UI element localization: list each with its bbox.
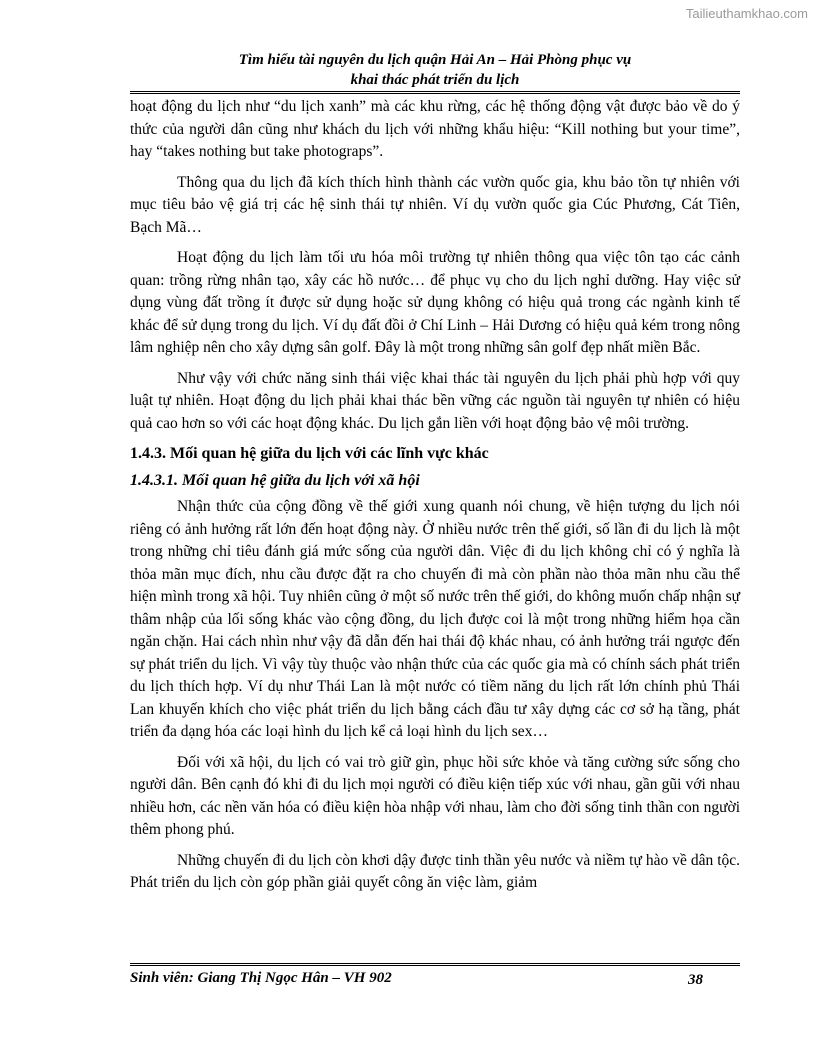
paragraph: Đối với xã hội, du lịch có vai trò giữ gìn, phục hồi sức khỏe và tăng cường sức sống cho người dân. Bên cạnh đó khi đi du lịch mọi người có điều kiện tiếp xúc với nhau, gần gũi với nhau nhiều hơn, các nền văn hóa có điều kiện hòa nhập với nhau, làm cho đời sống tinh thần con người thêm phong phú. — [130, 753, 740, 838]
footer-author: Sinh viên: Giang Thị Ngọc Hân – VH 902 — [130, 970, 392, 986]
subsection-heading: 1.4.3.1. Mối quan hệ giữa du lịch với xã hội — [130, 471, 420, 489]
paragraph: Những chuyến đi du lịch còn khơi dậy được tinh thần yêu nước và niềm tự hào về dân tộc. Phát triển du lịch còn góp phần giải quyết công ăn việc làm, giảm — [130, 851, 740, 891]
watermark: Tailieuthamkhao.com — [685, 6, 808, 21]
paragraph: Như vậy với chức năng sinh thái việc khai thác tài nguyên du lịch phải phù hợp với quy luật tự nhiên. Hoạt động du lịch phải khai thác bền vững các nguồn tài nguyên tự nhiên có hiệu quả cao hơn so với các hoạt động khác. Du lịch gắn liền với hoạt động bảo vệ môi trường. — [130, 369, 740, 432]
header-divider — [130, 91, 740, 94]
footer-divider — [130, 963, 740, 966]
paragraph: hoạt động du lịch như “du lịch xanh” mà các khu rừng, các hệ thống động vật được bảo về do ý thức của người dân cũng như khách du lịch với những khẩu hiệu: “Kill nothing but your time”, hay “takes nothing but take photograps”. — [130, 98, 740, 160]
paragraph: Hoạt động du lịch làm tối ưu hóa môi trường tự nhiên thông qua việc tôn tạo các cảnh quan: trồng rừng nhân tạo, xây các hồ nước… để phục vụ cho du lịch nghỉ dưỡng. Hay việc sử dụng vùng đất trồng ít được sử dụng hoặc sử dụng không có hiệu quả trong các ngành kinh tế khác để sử dụng trong du lịch. Ví dụ đất đồi ở Chí Linh – Hải Dương có hiệu quả kém trong nông lâm nghiệp nên cho xây dựng sân golf. Đây là một trong những sân golf đẹp nhất miền Bắc. — [130, 249, 740, 356]
page-number: 38 — [688, 972, 703, 988]
page-body — [130, 96, 740, 903]
header-line-1: Tìm hiểu tài nguyên du lịch quận Hải An – Hải Phòng phục vụ — [238, 52, 632, 68]
paragraph: Thông qua du lịch đã kích thích hình thành các vườn quốc gia, khu bảo tồn tự nhiên với mục tiêu bảo vệ giá trị các hệ sinh thái tự nhiên. Ví dụ vườn quốc gia Cúc Phương, Cát Tiên, Bạch Mã… — [130, 173, 740, 236]
section-heading: 1.4.3. Mối quan hệ giữa du lịch với các lĩnh vực khác — [130, 445, 489, 462]
paragraph: Nhận thức của cộng đồng về thế giới xung quanh nói chung, về hiện tượng du lịch nói riêng có ảnh hưởng rất lớn đến hoạt động này. Ở nhiều nước trên thế giới, số lần đi du lịch là một trong những chỉ tiêu đánh giá mức sống của người dân. Việc đi du lịch không chỉ có ý nghĩa là thỏa mãn mục đích, nhu cầu được đặt ra cho chuyến đi mà còn phần nào thỏa mãn nhu cầu thể hiện mình trong xã hội. Tuy nhiên cũng ở một số nước trên thế giới, do không muốn chấp nhận sự thâm nhập của lối sống khác vào cộng đồng, du lịch được coi là một trong những hiểm họa cần ngăn chặn. Hai cách nhìn như vậy đã dẫn đến hai thái độ khác nhau, có ảnh hưởng trái ngược đến sự phát triển du lịch. Vì vậy tùy thuộc vào nhận thức của các quốc gia mà có chính sách phát triển du lịch thích hợp. Ví dụ như Thái Lan là một nước có tiềm năng du lịch rất lớn chính phủ Thái Lan khuyến khích cho việc phát triển du lịch bằng cách đầu tư xây dựng các cơ sở hạ tầng, phát triển đa dạng hóa các loại hình du lịch kể cả loại hình du lịch sex… — [130, 498, 740, 740]
running-header — [130, 50, 740, 90]
header-line-2: khai thác phát triển du lịch — [350, 72, 520, 88]
